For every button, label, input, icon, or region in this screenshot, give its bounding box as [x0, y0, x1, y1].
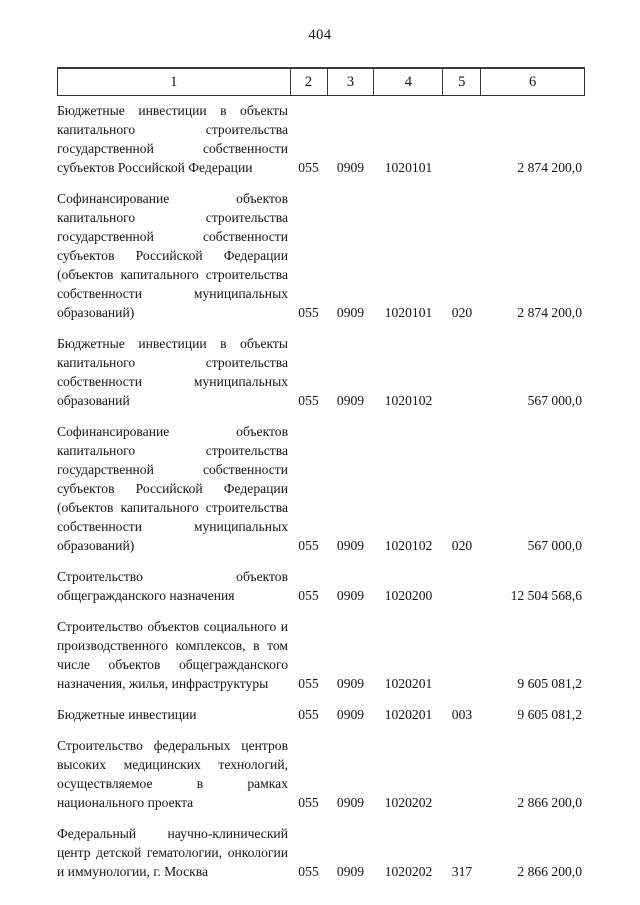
row-description: Бюджетные инвестиции в объекты капитального строительства собственности муниципальных образований: [57, 336, 288, 408]
table-row: [57, 567, 585, 605]
header-cell-4: 4: [374, 69, 443, 95]
budget-table: [57, 67, 585, 881]
row-description: Строительство объектов общегражданского назначения: [57, 569, 288, 603]
row-code-c2: 055: [298, 160, 319, 175]
row-code-c2: 055: [298, 795, 319, 810]
row-amount: 2 874 200,0: [517, 160, 582, 175]
row-code-c3: 0909: [336, 305, 365, 320]
row-code-c4: 1020101: [384, 305, 433, 320]
row-code-c2: 055: [298, 676, 319, 691]
table-row: [57, 824, 585, 881]
table-row: [57, 189, 585, 322]
row-code-c4: 1020200: [384, 588, 433, 603]
table-row: [57, 617, 585, 693]
page-number: 404: [308, 27, 332, 43]
header-cell-5: 5: [443, 69, 481, 95]
row-code-c2: 055: [298, 393, 319, 408]
row-description: Строительство объектов социального и производственного комплексов, в том числе объектов общегражданского назначения, жилья, инфраструктуры: [57, 619, 288, 691]
row-amount: 9 605 081,2: [517, 707, 582, 722]
row-description: Бюджетные инвестиции в объекты капитального строительства государственной собственности субъектов Российской Федерации: [57, 103, 288, 175]
row-code-c3: 0909: [336, 393, 365, 408]
row-code-c4: 1020102: [384, 393, 433, 408]
row-code-c3: 0909: [336, 160, 365, 175]
row-description: Софинансирование объектов капитального строительства государственной собственности субъектов Российской Федерации (объектов капитального строительства собственности муниципальных образований): [57, 191, 288, 320]
row-code-c4: 1020202: [384, 864, 433, 879]
table-row: [57, 101, 585, 177]
table-row: [57, 736, 585, 812]
table-row: [57, 705, 585, 724]
row-amount: 2 866 200,0: [517, 795, 582, 810]
header-cell-6: 6: [528, 73, 537, 90]
table-row: [57, 422, 585, 555]
header-cell-2: 2: [291, 69, 328, 95]
row-code-c2: 055: [298, 305, 319, 320]
row-amount: 2 866 200,0: [517, 864, 582, 879]
row-description: Софинансирование объектов капитального строительства государственной собственности субъектов Российской Федерации (объектов капитального строительства собственности муниципальных образований): [57, 424, 288, 553]
row-description: Строительство федеральных центров высоких медицинских технологий, осуществляемое в рамках национального проекта: [57, 738, 288, 810]
row-code-c2: 055: [298, 538, 319, 553]
row-code-c5: 003: [451, 707, 473, 722]
row-code-c3: 0909: [336, 538, 365, 553]
table-header-row: [57, 67, 585, 96]
table-row: [57, 334, 585, 410]
row-description: Бюджетные инвестиции: [57, 707, 197, 722]
row-code-c4: 1020201: [384, 707, 433, 722]
row-code-c5: 317: [451, 864, 473, 879]
row-code-c5: 020: [451, 305, 473, 320]
row-code-c2: 055: [298, 707, 319, 722]
row-code-c5: 020: [451, 538, 473, 553]
row-amount: 2 874 200,0: [517, 305, 582, 320]
row-code-c4: 1020201: [384, 676, 433, 691]
row-code-c4: 1020102: [384, 538, 433, 553]
row-code-c3: 0909: [336, 676, 365, 691]
row-description: Федеральный научно-клинический центр детской гематологии, онкологии и иммунологии, г. Москва: [57, 826, 288, 879]
row-code-c4: 1020101: [384, 160, 433, 175]
row-code-c3: 0909: [336, 707, 365, 722]
table-body: [57, 101, 585, 881]
row-code-c4: 1020202: [384, 795, 433, 810]
row-amount: 9 605 081,2: [517, 676, 582, 691]
row-code-c2: 055: [298, 588, 319, 603]
row-amount: 12 504 568,6: [510, 588, 582, 603]
row-amount: 567 000,0: [527, 538, 582, 553]
row-code-c3: 0909: [336, 864, 365, 879]
row-code-c2: 055: [298, 864, 319, 879]
header-cell-1: 1: [58, 69, 291, 95]
row-amount: 567 000,0: [527, 393, 582, 408]
header-cell-3: 3: [328, 69, 375, 95]
row-code-c3: 0909: [336, 588, 365, 603]
row-code-c3: 0909: [336, 795, 365, 810]
